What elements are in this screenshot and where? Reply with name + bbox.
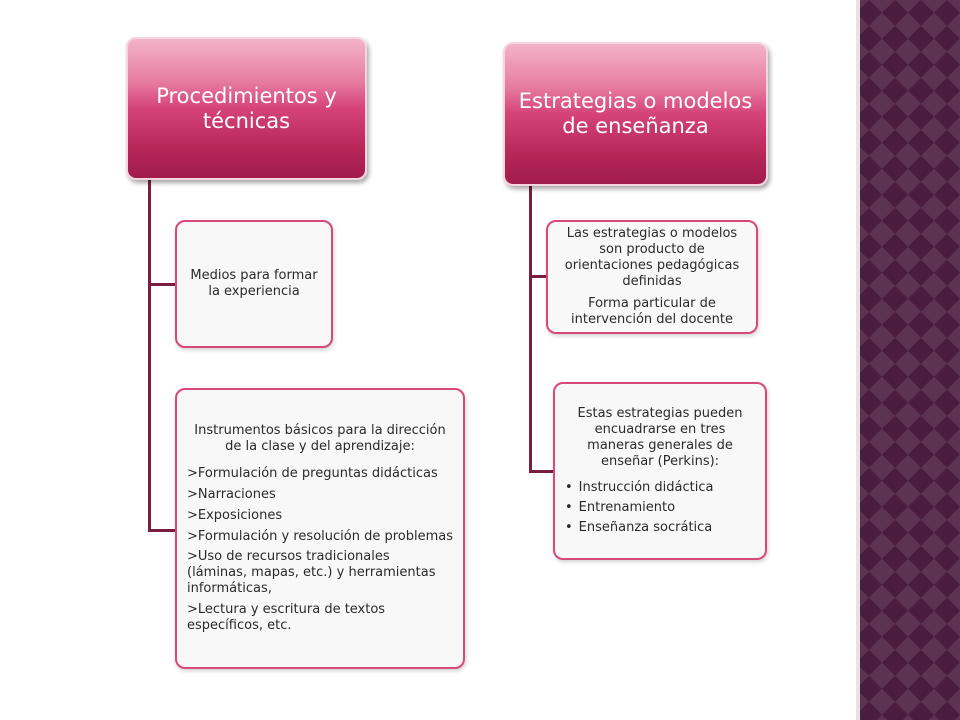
box-instrumentos-basicos: [175, 388, 465, 669]
instrumento-item: >Formulación de preguntas didácticas: [187, 465, 438, 481]
header-procedimientos-tecnicas: [126, 37, 367, 180]
header-procedimientos-label: Procedimientos y técnicas: [156, 83, 337, 133]
box-medios-text: Medios para formar la experiencia: [190, 268, 318, 299]
instrumento-item: >Lectura y escritura de textos específicos, etc.: [187, 602, 386, 633]
instrumento-item: >Formulación y resolución de problemas: [187, 528, 453, 544]
box-estrategias-producto: [546, 220, 758, 334]
box-maneras-ensenar: [553, 382, 767, 560]
right-connector-vertical: [529, 186, 532, 473]
maneras-ensenar-heading: Estas estrategias pueden encuadrarse en tres maneras generales de enseñar (Perkins):: [577, 406, 743, 470]
left-connector-branch-1: [148, 283, 176, 286]
bullet-item: • Enseñanza socrática: [565, 520, 755, 536]
forma-intervencion-text: Forma particular de intervención del docente: [571, 295, 733, 327]
decorative-side-band: [856, 0, 960, 720]
header-estrategias-modelos: [503, 42, 768, 186]
perkins-bullet-list: [565, 476, 755, 536]
instrumento-item: >Narraciones: [187, 486, 276, 502]
instrumento-item: >Exposiciones: [187, 507, 283, 523]
box-medios-experiencia: [175, 220, 333, 348]
estrategias-producto-text: Las estrategias o modelos son producto de orientaciones pedagógicas definidas: [564, 226, 740, 289]
right-connector-branch-2: [529, 470, 555, 473]
bullet-item: • Entrenamiento: [565, 500, 755, 516]
left-connector-vertical: [148, 180, 151, 532]
instrumento-item: >Uso de recursos tradicionales (láminas, mapas, etc.) y herramientas informáticas,: [187, 549, 436, 597]
instrumentos-heading: Instrumentos básicos para la dirección de la clase y del aprendizaje:: [194, 423, 446, 455]
bullet-item: • Instrucción didáctica: [565, 480, 755, 496]
left-connector-branch-2: [148, 529, 176, 532]
header-estrategias-label: Estrategias o modelos de enseñanza: [518, 89, 753, 138]
